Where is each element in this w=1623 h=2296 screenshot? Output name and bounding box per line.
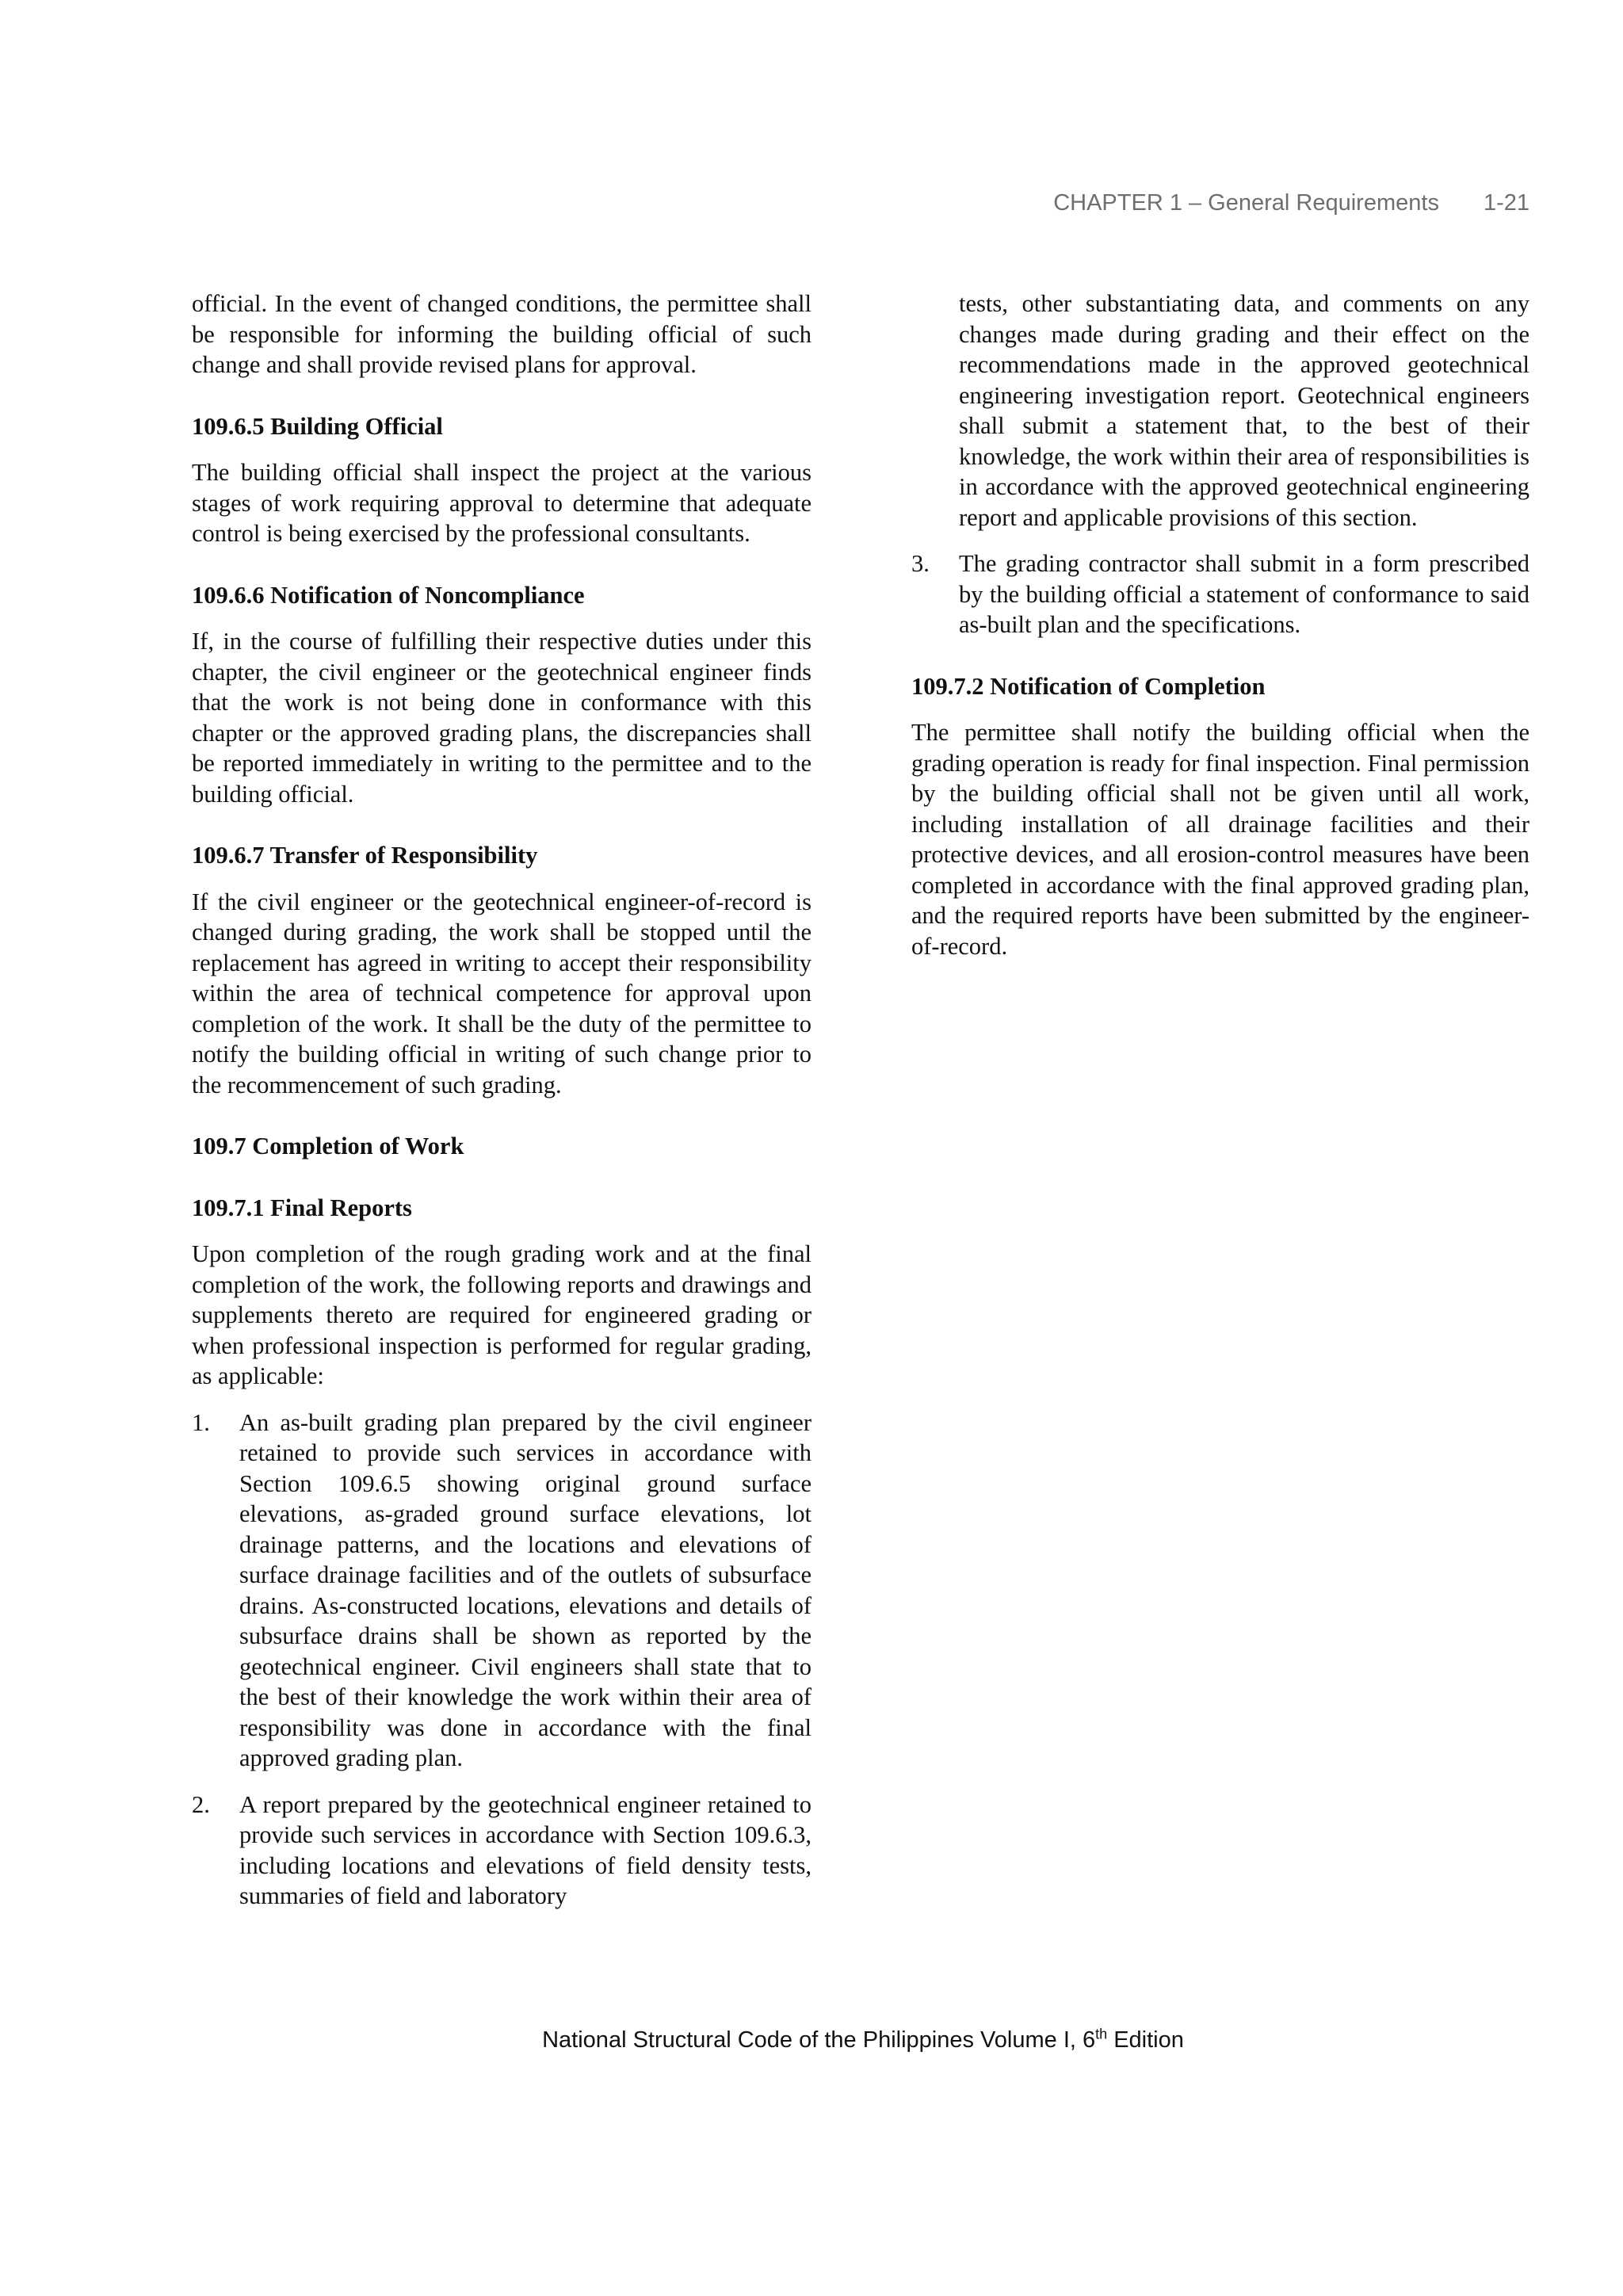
- list-item-continuation: tests, other substantiating data, and comments on any changes made during grading and their effect on the recommendations made in the approved geotechnical engineering investigation report. Geotechnical engineers shall submit a statement that, to the best of their knowledge, the work within their area of responsibilities is in accordance with the approved geotechnical engineering report and applicable provisions of this section.: [959, 290, 1529, 531]
- footer-superscript: th: [1095, 2026, 1108, 2042]
- section-body-109-7-1: Upon completion of the rough grading work and at the final completion of the work, the following reports and drawings and supplements thereto are required for engineered grading or when professional inspection is performed for regular grading, as applicable:: [192, 1240, 812, 1389]
- list-item-text: The grading contractor shall submit in a form prescribed by the building official a statement of conformance to said as-built plan and the specifications.: [959, 550, 1529, 638]
- list-item: [192, 1790, 812, 1912]
- left-column: [192, 288, 812, 1912]
- section-heading-109-7-2: 109.7.2 Notification of Completion: [911, 672, 1266, 700]
- chapter-title: CHAPTER 1 – General Requirements: [1053, 190, 1439, 216]
- section-body-109-6-7: If the civil engineer or the geotechnical engineer-of-record is changed during grading, the work shall be stopped until the replacement has agreed in writing to accept their responsibility within the area of technical competence for approval upon completion of the work. It shall be the duty of the permittee to notify the building official in writing of such change prior to the recommencement of such grading.: [192, 888, 812, 1098]
- section-heading-109-6-5: 109.6.5 Building Official: [192, 412, 443, 440]
- footer-text-end: Edition: [1107, 2027, 1184, 2053]
- section-body-109-7-2: The permittee shall notify the building official when the grading operation is ready for final inspection. Final permission by the building official shall not be given until all work, including installation of all drainage facilities and their protective devices, and all erosion-control measures have been completed in accordance with the final approved grading plan, and the required reports have been submitted by the engineer-of-record.: [911, 719, 1529, 960]
- list-item-number: 1.: [192, 1408, 210, 1436]
- right-column: [911, 288, 1529, 961]
- list-item-number: 2.: [192, 1790, 210, 1818]
- running-header: [1053, 190, 1529, 216]
- section-body-109-6-6: If, in the course of fulfilling their respective duties under this chapter, the civil engineer or the geotechnical engineer finds that the work is not being done in conformance with this chapter or the approved grading plans, the discrepancies shall be reported immediately in writing to the permittee and to the building official.: [192, 628, 812, 808]
- footer-text: National Structural Code of the Philippines Volume I, 6: [542, 2027, 1096, 2053]
- section-heading-109-7: 109.7 Completion of Work: [192, 1133, 464, 1159]
- continued-paragraph: official. In the event of changed conditions, the permittee shall be responsible for informing the building official of such change and shall provide revised plans for approval.: [192, 290, 812, 378]
- page-footer: [0, 2027, 1623, 2053]
- list-item: [911, 548, 1529, 640]
- list-item-number: 3.: [911, 550, 930, 577]
- list-item: [192, 1408, 812, 1774]
- list-item-text: A report prepared by the geotechnical engineer retained to provide such services in accordance with Section 109.6.3, including locations and elevations of field density tests, summaries of field and laboratory: [239, 1790, 812, 1909]
- page-number: 1-21: [1483, 190, 1529, 216]
- section-body-109-6-5: The building official shall inspect the project at the various stages of work requiring approval to determine that adequate control is being exercised by the professional consultants.: [192, 459, 812, 547]
- list-item-text: An as-built grading plan prepared by the civil engineer retained to provide such services in accordance with Section 109.6.5 showing original ground surface elevations, as-graded ground surface elevations, lot drainage patterns, and the locations and elevations of surface drainage facilities and of the outlets of subsurface drains. As-constructed locations, elevations and details of subsurface drains shall be shown as reported by the geotechnical engineer. Civil engineers shall state that to the best of their knowledge the work within their area of responsibility was done in accordance with the final approved grading plan.: [239, 1408, 812, 1771]
- section-heading-109-7-1: 109.7.1 Final Reports: [192, 1194, 412, 1221]
- section-heading-109-6-6: 109.6.6 Notification of Noncompliance: [192, 581, 585, 609]
- section-heading-109-6-7: 109.6.7 Transfer of Responsibility: [192, 842, 538, 869]
